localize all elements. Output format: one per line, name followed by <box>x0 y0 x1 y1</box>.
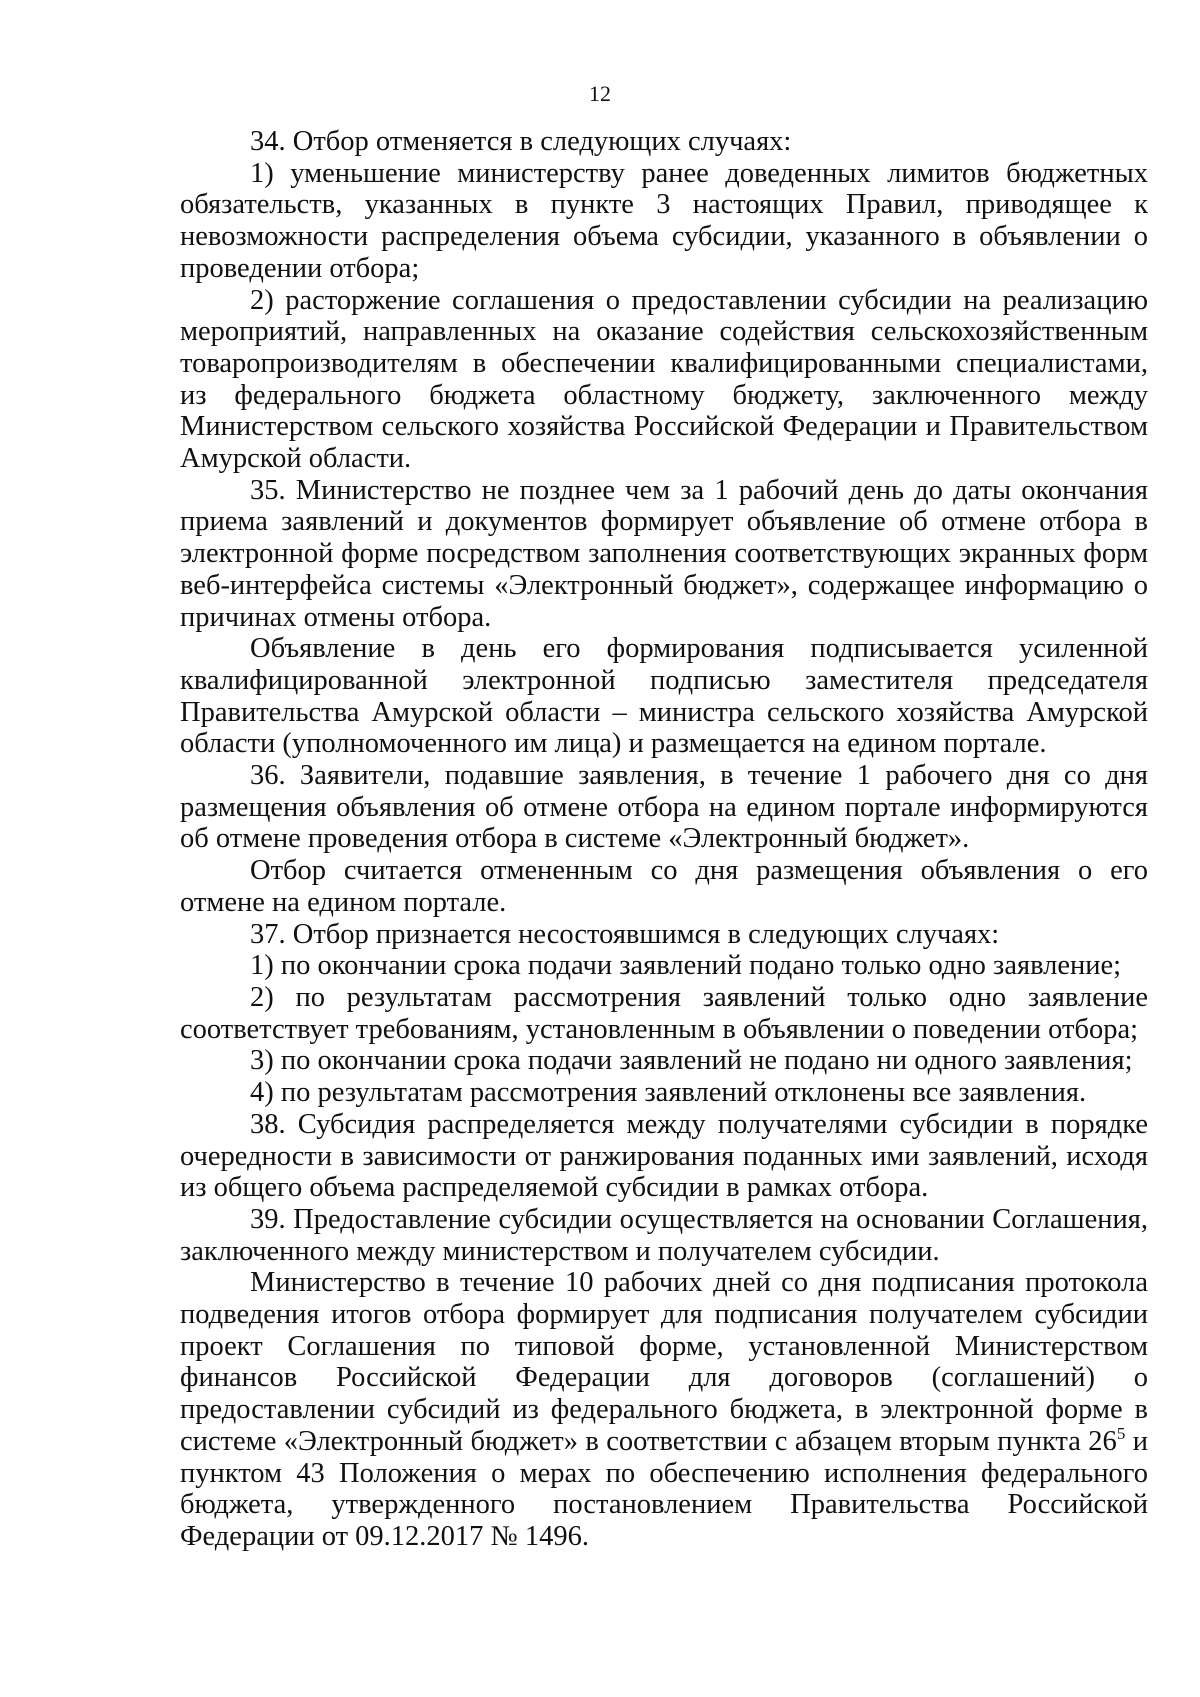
paragraph-36: 36. Заявители, подавшие заявления, в течение 1 рабочего дня со дня размещения объявления об отмене отбора на едином портале информируются об отмене проведения отбора в системе «Электронный бюджет». <box>180 760 1148 855</box>
paragraph-34-item-1: 1) уменьшение министерству ранее доведенных лимитов бюджетных обязательств, указанных в пункте 3 настоящих Правил, приводящее к невозможности распределения объема субсидии, указанного в объявлении о проведении отбора; <box>180 157 1148 284</box>
page-number: 12 <box>589 81 611 106</box>
paragraph-37-item-2: 2) по результатам рассмотрения заявлений только одно заявление соответствует требованиям, установленным в объявлении о поведении отбора; <box>180 981 1148 1045</box>
paragraph-34-item-2: 2) расторжение соглашения о предоставлении субсидии на реализацию мероприятий, направленных на оказание содействия сельскохозяйственным товаропроизводителям в обеспечении квалифицированными специалистами, из федерального бюджета областному бюджету, заключенного между Министерством сельского хозяйства Российской Федерации и Правительством Амурской области. <box>180 284 1148 475</box>
footnote-superscript: 5 <box>1116 1423 1126 1443</box>
paragraph-39-agreement <box>180 1267 1148 1552</box>
paragraph-35: 35. Министерство не позднее чем за 1 рабочий день до даты окончания приема заявлений и документов формирует объявление об отмене отбора в электронной форме посредством заполнения соответствующих экранных форм веб-интерфейса системы «Электронный бюджет», содержащее информацию о причинах отмены отбора. <box>180 474 1148 633</box>
paragraph-37-item-1: 1) по окончании срока подачи заявлений подано только одно заявление; <box>250 950 1122 982</box>
paragraph-38: 38. Субсидия распределяется между получателями субсидии в порядке очередности в зависимости от ранжирования поданных ими заявлений, исходя из общего объема распределяемой субсидии в рамках отбора. <box>180 1108 1148 1204</box>
paragraph-39: 39. Предоставление субсидии осуществляется на основании Соглашения, заключенного между министерством и получателем субсидии. <box>180 1203 1148 1267</box>
paragraph-37: 37. Отбор признается несостоявшимся в следующих случаях: <box>250 918 1000 950</box>
paragraph-34: 34. Отбор отменяется в следующих случаях: <box>250 126 792 157</box>
agreement-text-part-1: Министерство в течение 10 рабочих дней со дня подписания протокола подведения итогов отбора формирует для подписания получателем субсидии проект Соглашения по типовой форме, установленной Министерством финансов Российской Федерации для договоров (соглашений) о предоставлении субсидий из федерального бюджета, в электронной форме в системе «Электронный бюджет» в соответствии с абзацем вторым пункта 26 <box>180 1267 1148 1457</box>
paragraph-37-item-4: 4) по результатам рассмотрения заявлений отклонены все заявления. <box>250 1077 1087 1109</box>
paragraph-35-signing: Объявление в день его формирования подписывается усиленной квалифицированной электронной подписью заместителя председателя Правительства Амурской области – министра сельского хозяйства Амурской области (уполномоченного им лица) и размещается на едином портале. <box>180 633 1148 760</box>
paragraph-36-cancelled: Отбор считается отмененным со дня размещения объявления о его отмене на едином портале. <box>180 855 1148 918</box>
paragraph-37-item-3: 3) по окончании срока подачи заявлений не подано ни одного заявления; <box>250 1045 1133 1077</box>
document-body <box>180 126 1148 1553</box>
agreement-text-part-2: и пунктом 43 Положения о мерах по обеспечению исполнения федерального бюджета, утвержденного постановлением Правительства Российской Федерации от 09.12.2017 № 1496. <box>180 1425 1148 1552</box>
